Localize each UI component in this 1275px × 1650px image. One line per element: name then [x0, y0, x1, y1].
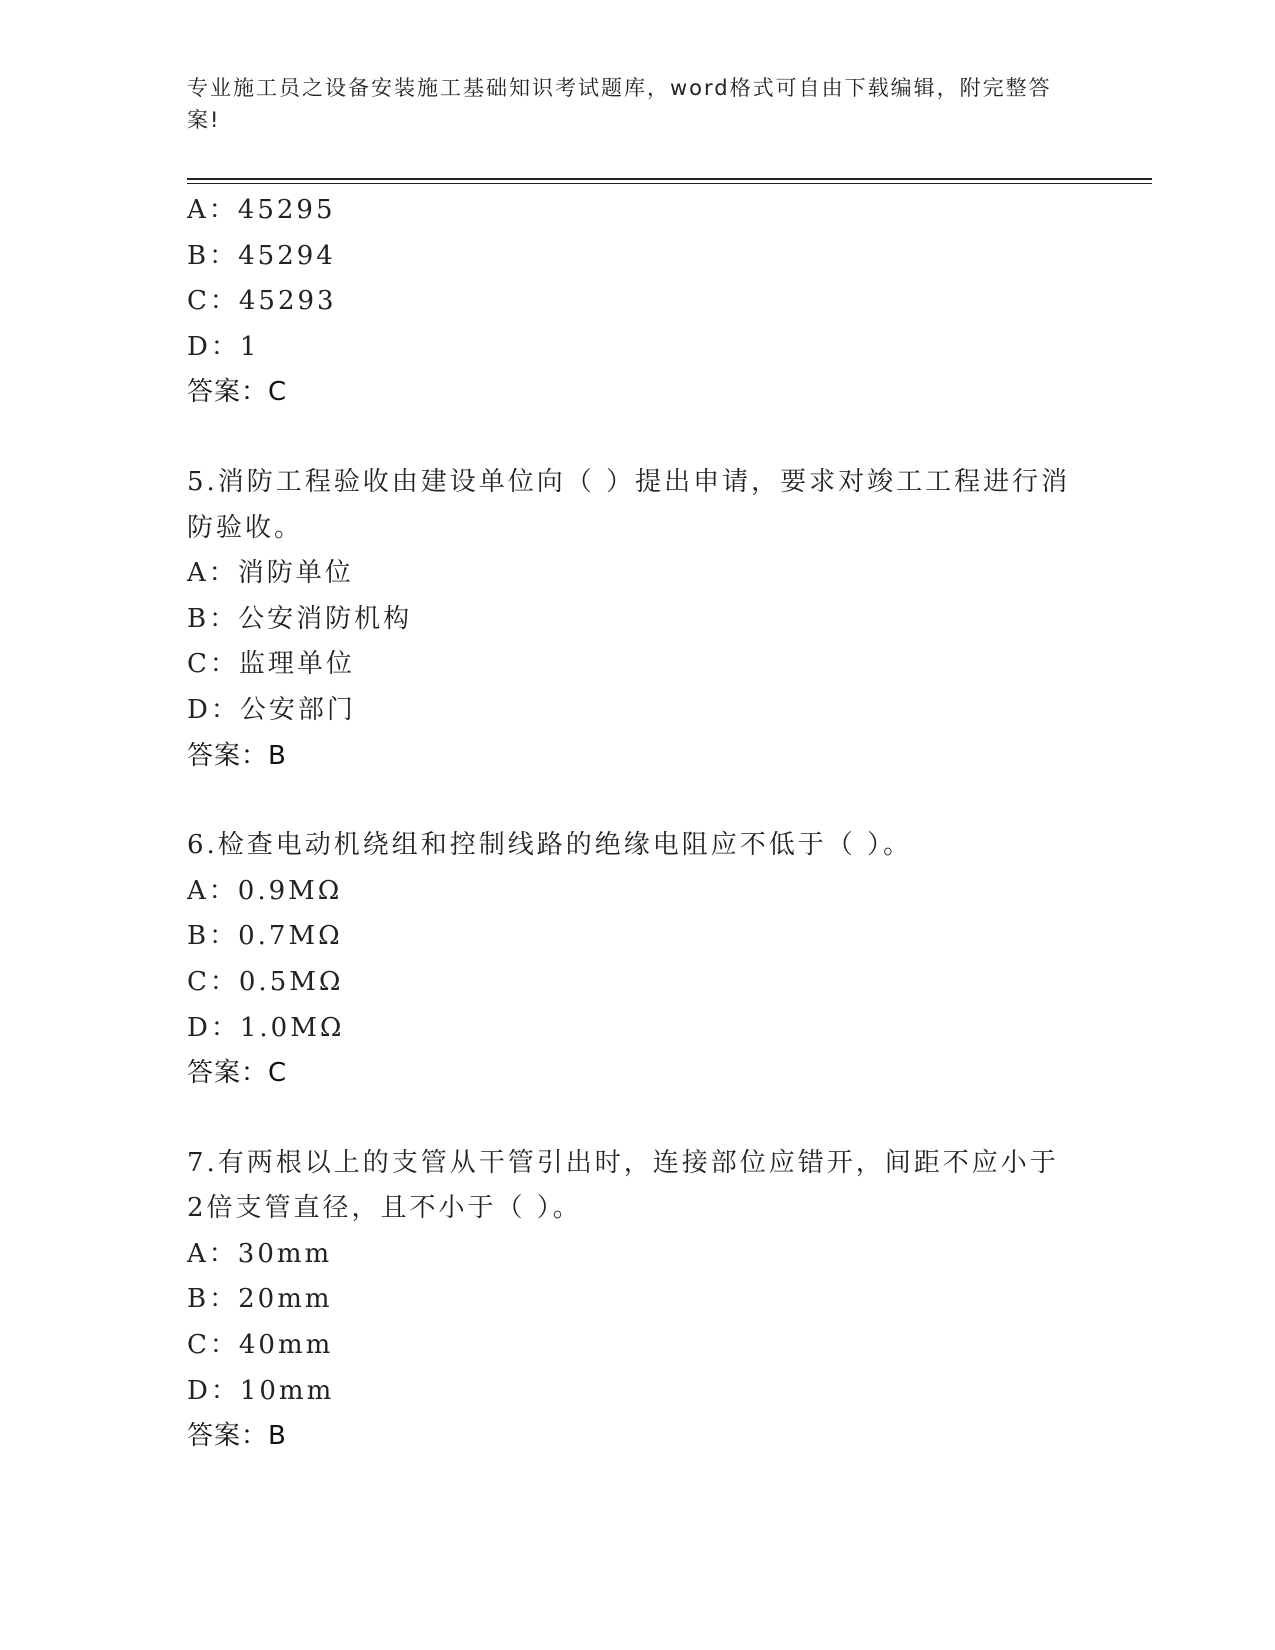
question-text: 6.检查电动机绕组和控制线路的绝缘电阻应不低于（ ）。 — [187, 830, 913, 861]
answer-line: 答案：C — [187, 1058, 288, 1089]
option-a: A：0.9MΩ — [187, 875, 343, 906]
option-a: A：30mm — [187, 1238, 333, 1269]
header-rule-thin — [187, 183, 1152, 184]
option-b: B：45294 — [187, 240, 336, 271]
option-c: C：监理单位 — [187, 649, 355, 680]
question-list — [187, 188, 1152, 1460]
document-header: 专业施工员之设备安装施工基础知识考试题库，word格式可自由下载编辑，附完整答案! — [187, 76, 1052, 132]
question-text: 5.消防工程验收由建设单位向（ ）提出申请，要求对竣工工程进行消 — [187, 466, 1071, 497]
option-d: D：10mm — [187, 1375, 335, 1406]
question-text-continued: 防验收。 — [187, 512, 304, 543]
question-text: 7.有两根以上的支管从干管引出时，连接部位应错开，间距不应小于 — [187, 1147, 1059, 1178]
option-a: A：45295 — [187, 195, 336, 225]
question-5-block — [187, 460, 1152, 779]
answer-line: 答案：B — [187, 1421, 287, 1452]
question-6-block — [187, 823, 1152, 1097]
spacer — [187, 779, 1152, 823]
question-7-block — [187, 1141, 1152, 1460]
option-c: C：40mm — [187, 1330, 334, 1361]
option-a: A：消防单位 — [187, 558, 354, 589]
option-d: D：1.0MΩ — [187, 1012, 345, 1043]
option-d: D：1 — [187, 331, 260, 362]
option-b: B：20mm — [187, 1284, 333, 1315]
question-4-block — [187, 188, 1152, 416]
header-rule-thick — [187, 178, 1152, 180]
question-text-continued: 2倍支管直径，且不小于（ ）。 — [187, 1193, 582, 1224]
option-b: B：0.7MΩ — [187, 921, 343, 952]
spacer — [187, 416, 1152, 460]
option-c: C：45293 — [187, 286, 337, 317]
spacer — [187, 1097, 1152, 1141]
option-c: C：0.5MΩ — [187, 966, 344, 997]
option-d: D：公安部门 — [187, 694, 356, 725]
answer-line: 答案：C — [187, 377, 288, 408]
option-b: B：公安消防机构 — [187, 603, 413, 634]
answer-line: 答案：B — [187, 740, 287, 771]
